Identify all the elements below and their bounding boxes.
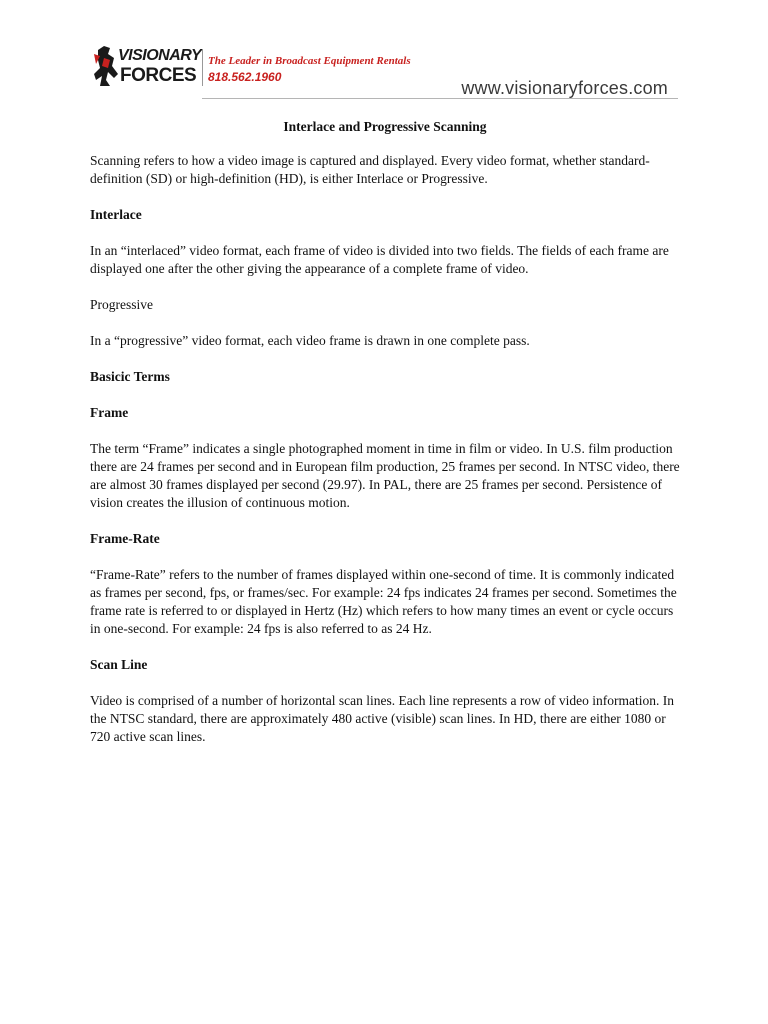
section-body-frame: The term “Frame” indicates a single photographed moment in time in film or video. In U.S. film production there are 24 frames per second and in European film production, 25 frames per second. In NTSC video, there are almost 30 frames displayed per second (29.97). In PAL, there are 25 frames per second. Persistence of vision creates the illusion of continuous motion. [90, 441, 680, 510]
section-heading-interlace: Interlace [90, 207, 142, 222]
company-website: www.visionaryforces.com [461, 78, 668, 98]
company-phone: 818.562.1960 [208, 70, 282, 84]
section-heading-frame: Frame [90, 405, 129, 420]
section-heading-basic-terms: Basicic Terms [90, 369, 170, 384]
section-body-scan-line: Video is comprised of a number of horizontal scan lines. Each line represents a row of video information. In the NTSC standard, there are approximately 480 active (visible) scan lines. In HD, there are either 1080 or 720 active scan lines. [90, 693, 675, 744]
logo-word-visionary: VISIONARY [118, 47, 202, 64]
header-divider [202, 50, 203, 86]
warrior-figure-icon [92, 44, 120, 88]
logo-word-forces: FORCES [120, 65, 197, 86]
section-heading-progressive: Progressive [90, 297, 153, 312]
intro-paragraph: Scanning refers to how a video image is captured and displayed. Every video format, whether standard-definition (SD) or high-definition (HD), is either Interlace or Progressive. [90, 153, 650, 186]
document-body [90, 118, 680, 764]
section-body-interlace: In an “interlaced” video format, each frame of video is divided into two fields. The fields of each frame are displayed one after the other giving the appearance of a complete frame of video. [90, 243, 669, 276]
section-heading-scan-line: Scan Line [90, 657, 148, 672]
letterhead [88, 42, 678, 102]
section-body-frame-rate: “Frame-Rate” refers to the number of frames displayed within one-second of time. It is commonly indicated as frames per second, fps, or frames/sec. For example: 24 fps indicates 24 frames per second. Sometimes the frame rate is referred to or displayed in Hertz (Hz) which refers to how many times an event or cycle occurs in one-second. For example: 24 fps is also referred to as 24 Hz. [90, 567, 677, 636]
section-body-progressive: In a “progressive” video format, each video frame is drawn in one complete pass. [90, 333, 530, 348]
header-rule [202, 98, 678, 99]
document-title: Interlace and Progressive Scanning [283, 119, 487, 134]
company-tagline: The Leader in Broadcast Equipment Rentals [208, 55, 411, 67]
section-heading-frame-rate: Frame-Rate [90, 531, 160, 546]
visionary-forces-logo [88, 42, 200, 92]
